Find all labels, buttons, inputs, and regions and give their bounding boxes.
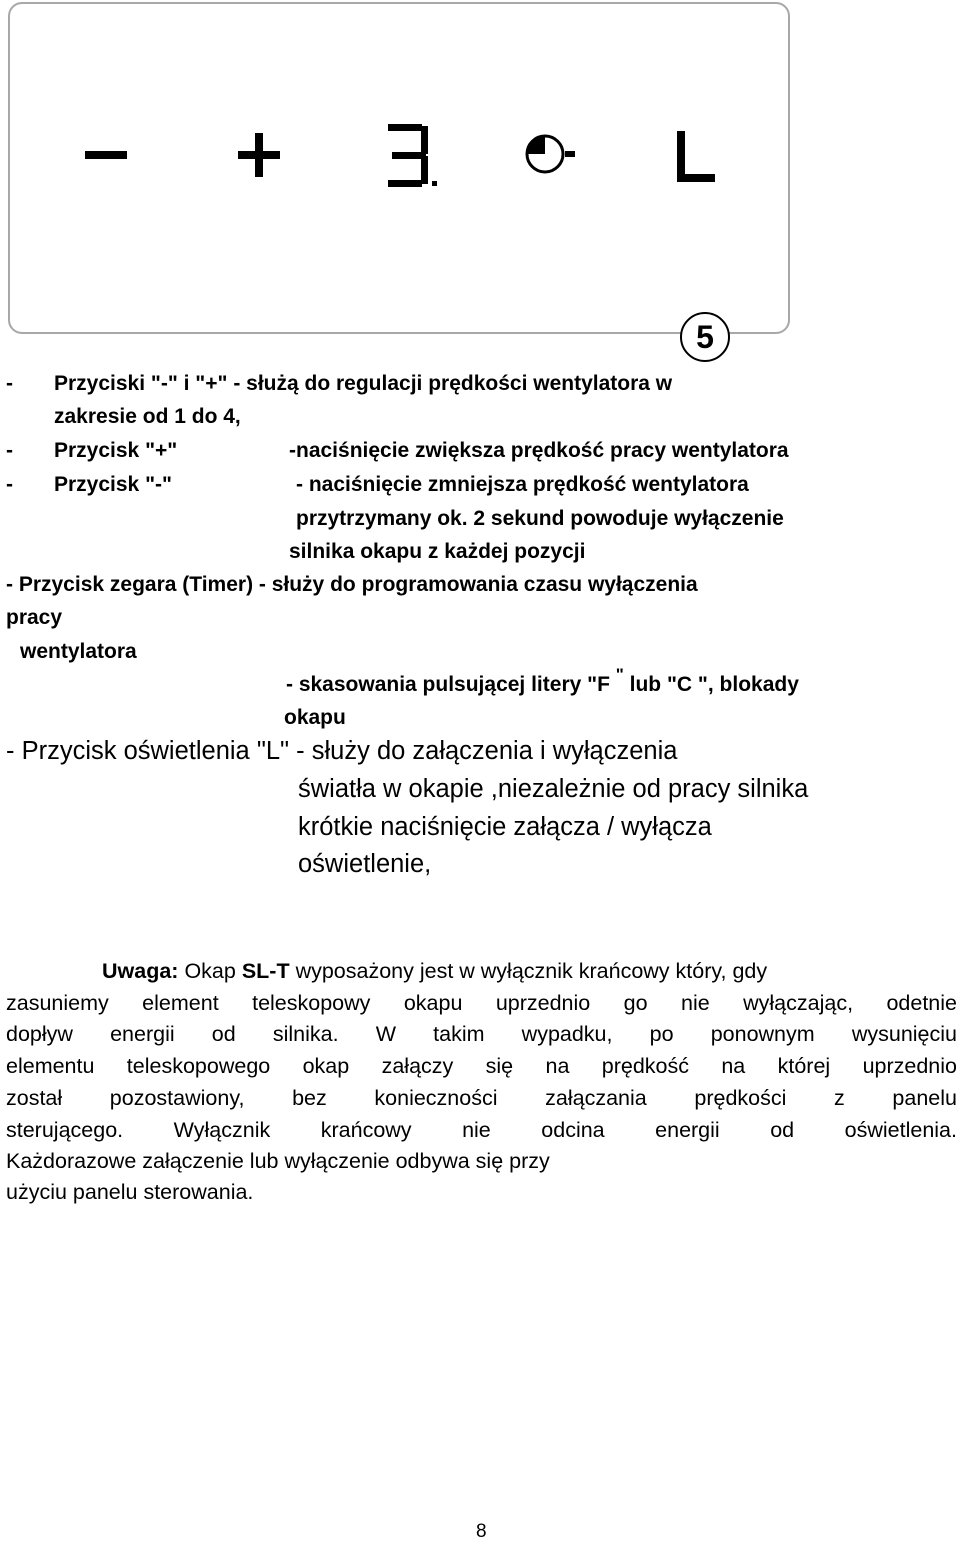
list-item-light: - Przycisk oświetlenia "L" - służy do załączenia i wyłączenia <box>6 737 678 765</box>
plus-button[interactable] <box>238 133 280 177</box>
figure-number-badge: 5 <box>680 312 730 362</box>
note-line: sterującego. Wyłącznik krańcowy nie odcina energii od oświetlenia. <box>6 1118 957 1142</box>
control-panel-figure <box>8 2 790 334</box>
list-item-plus-minus: Przyciski "-" i "+" - służą do regulacji prędkości wentylatora w <box>54 372 673 395</box>
list-item-timer-reset: - skasowania pulsującej litery "F " lub "C ", blokady <box>286 665 799 696</box>
list-item-timer-lock: okapu <box>284 706 346 729</box>
note-first-line: Uwaga: Okap SL-T wyposażony jest w wyłącznik krańcowy który, gdy <box>102 959 768 983</box>
list-item-minus-label: Przycisk "-" <box>54 473 172 496</box>
list-item-timer: - Przycisk zegara (Timer) - służy do programowania czasu wyłączenia <box>6 573 698 596</box>
list-item-timer-cont: pracy <box>6 606 63 629</box>
list-bullet: - <box>6 439 13 462</box>
list-bullet: - <box>6 473 13 496</box>
list-item-timer-cont2: wentylatora <box>20 640 137 663</box>
list-item-light-short: krótkie naciśnięcie załącza / wyłącza <box>298 813 712 841</box>
list-bullet: - <box>6 372 13 395</box>
page-number: 8 <box>476 1521 487 1542</box>
list-item-range: zakresie od 1 do 4, <box>54 405 241 428</box>
note-line: elementu teleskopowego okap załączy się na prędkość na której uprzednio <box>6 1054 957 1078</box>
note-line: Każdorazowe załączenie lub wyłączenie odbywa się przy <box>6 1149 550 1173</box>
list-item-plus-label: Przycisk "+" <box>54 439 178 462</box>
timer-icon[interactable] <box>527 136 575 172</box>
note-line: został pozostawiony, bez konieczności załączania prędkości z panelu <box>6 1086 957 1110</box>
note-line: dopływ energii od silnika. W takim wypadku, po ponownym wysunięciu <box>6 1022 957 1046</box>
light-button[interactable] <box>677 131 715 182</box>
note-line: zasuniemy element teleskopowy okapu uprzednio go nie wyłączając, odetnie <box>6 991 957 1015</box>
list-item-minus-desc: - naciśnięcie zmniejsza prędkość wentylatora <box>296 473 749 496</box>
note-last-line: użyciu panelu sterowania. <box>6 1180 254 1204</box>
control-panel-symbols <box>10 4 792 336</box>
speed-display <box>388 124 437 187</box>
list-item-minus-any: silnika okapu z każdej pozycji <box>289 540 586 563</box>
list-item-minus-hold: przytrzymany ok. 2 sekund powoduje wyłączenie <box>296 507 784 530</box>
list-item-light-end: oświetlenie, <box>298 850 432 878</box>
minus-button[interactable] <box>85 151 127 159</box>
list-item-plus-desc: -naciśnięcie zwiększa prędkość pracy wentylatora <box>289 439 789 462</box>
list-item-light-cont: światła w okapie ,niezależnie od pracy silnika <box>298 775 809 803</box>
